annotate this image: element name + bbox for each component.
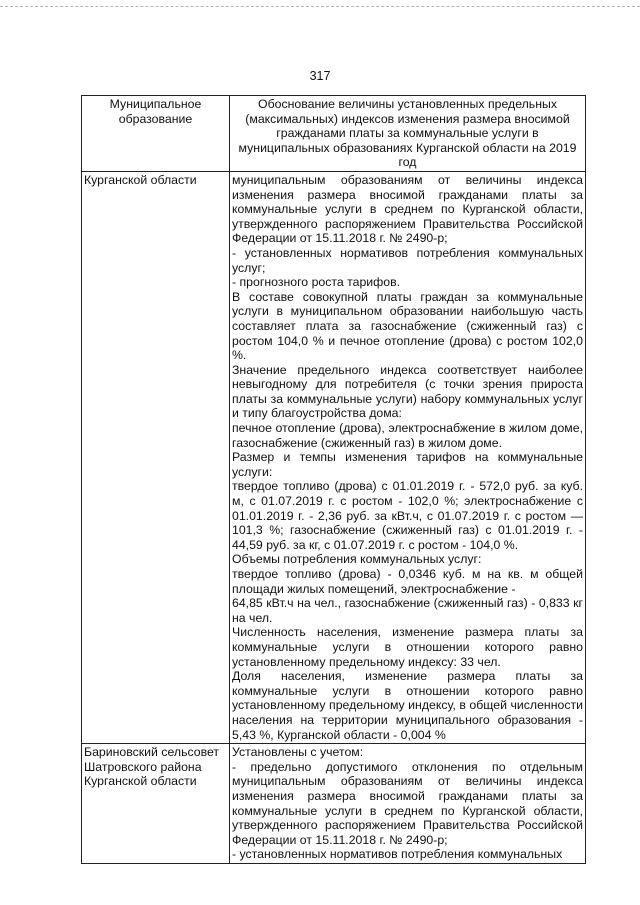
table-row bbox=[82, 744, 586, 864]
table-row bbox=[82, 171, 586, 743]
municipality-line: Шатровского района bbox=[84, 759, 202, 774]
header-justification: Обоснование величины установленных предельных (максимальных) индексов изменения размера вносимой гражданами платы за коммунальные услуги в муниципальных образованиях Курганской области на 2019 год bbox=[230, 96, 586, 172]
justification-paragraph: муниципальным образованиям от величины индекса изменения размера вносимой гражданами платы за коммунальные услуги в среднем по Курганской области, утвержденного распоряжением Правительства Российской Федерации от 15.11.2018 г. № 2490-р; bbox=[232, 172, 583, 246]
justification-paragraph: Значение предельного индекса соответствует наиболее невыгодному для потребителя (с точки зрения прироста платы за коммунальные услуги) набору коммунальных услуг и типу благоустройства дома: bbox=[232, 362, 583, 421]
tariff-justification-table bbox=[81, 95, 586, 864]
municipality-line: Бариновский сельсовет bbox=[84, 745, 220, 760]
justification-paragraph: Установлены с учетом: bbox=[232, 745, 364, 760]
justification-paragraph: Объемы потребления коммунальных услуг: bbox=[232, 552, 482, 567]
justification-paragraph: В составе совокупной платы граждан за коммунальные услуги в муниципальном образовании наибольшую часть составляет плата за газоснабжение (сжиженный газ) с ростом 104,0 % и печное отопление (дрова) с ростом 102,0 %. bbox=[232, 289, 583, 363]
justification-paragraph: Доля населения, изменение размера платы за коммунальные услуги в отношении которого равно установленному предельному индексу, в общей численности населения на территории муниципального образования - 5,43 %, Курганской области - 0,004 % bbox=[232, 669, 583, 742]
page-number: 317 bbox=[309, 69, 331, 83]
justification-paragraph: Размер и темпы изменения тарифов на коммунальные услуги: bbox=[232, 450, 583, 479]
justification-paragraph: - установленных нормативов потребления коммунальных услуг; bbox=[232, 245, 583, 275]
municipality-line: Курганской области bbox=[84, 172, 197, 187]
justification-paragraph: твердое топливо (дрова) - 0,0346 куб. м на кв. м общей площади жилых помещений, электроснабжение - bbox=[232, 567, 583, 596]
justification-paragraph: - установленных нормативов потребления коммунальных bbox=[232, 847, 563, 862]
municipality-line: Курганской области bbox=[84, 774, 197, 789]
justification-paragraph: 64,85 кВт.ч на чел., газоснабжение (сжиженный газ) - 0,833 кг на чел. bbox=[232, 596, 583, 625]
municipality-cell bbox=[82, 171, 230, 743]
municipality-cell bbox=[82, 744, 230, 864]
justification-paragraph: - прогнозного роста тарифов. bbox=[232, 275, 401, 290]
scan-edge-line bbox=[0, 6, 640, 7]
justification-paragraph: Численность населения, изменение размера платы за коммунальные услуги в отношении которого равно установленному предельному индексу: 33 чел. bbox=[232, 625, 583, 669]
justification-cell bbox=[230, 171, 586, 743]
justification-paragraph: твердое топливо (дрова) с 01.01.2019 г. - 572,0 руб. за куб. м, с 01.07.2019 г. с ростом - 102,0 %; электроснабжение с 01.01.2019 г. - 2,36 руб. за кВт.ч, с 01.07.2019 г. с ростом — 101,3 %; газоснабжение (сжиженный газ) с 01.01.2019 г. - 44,59 руб. за кг, с 01.07.2019 г. с ростом - 104,0 %. bbox=[232, 479, 583, 552]
justification-paragraph: печное отопление (дрова), электроснабжение в жилом доме, газоснабжение (сжиженный газ) в жилом доме. bbox=[232, 421, 583, 450]
justification-paragraph: - предельно допустимого отклонения по отдельным муниципальным образованиям от величины индекса изменения размера вносимой гражданами платы за коммунальные услуги в среднем по Курганской области, утвержденного распоряжением Правительства Российской Федерации от 15.11.2018 г. № 2490-р; bbox=[232, 759, 583, 847]
justification-cell bbox=[230, 744, 586, 864]
header-municipality: Муниципальное образование bbox=[82, 96, 230, 172]
table-header-row bbox=[82, 96, 586, 172]
